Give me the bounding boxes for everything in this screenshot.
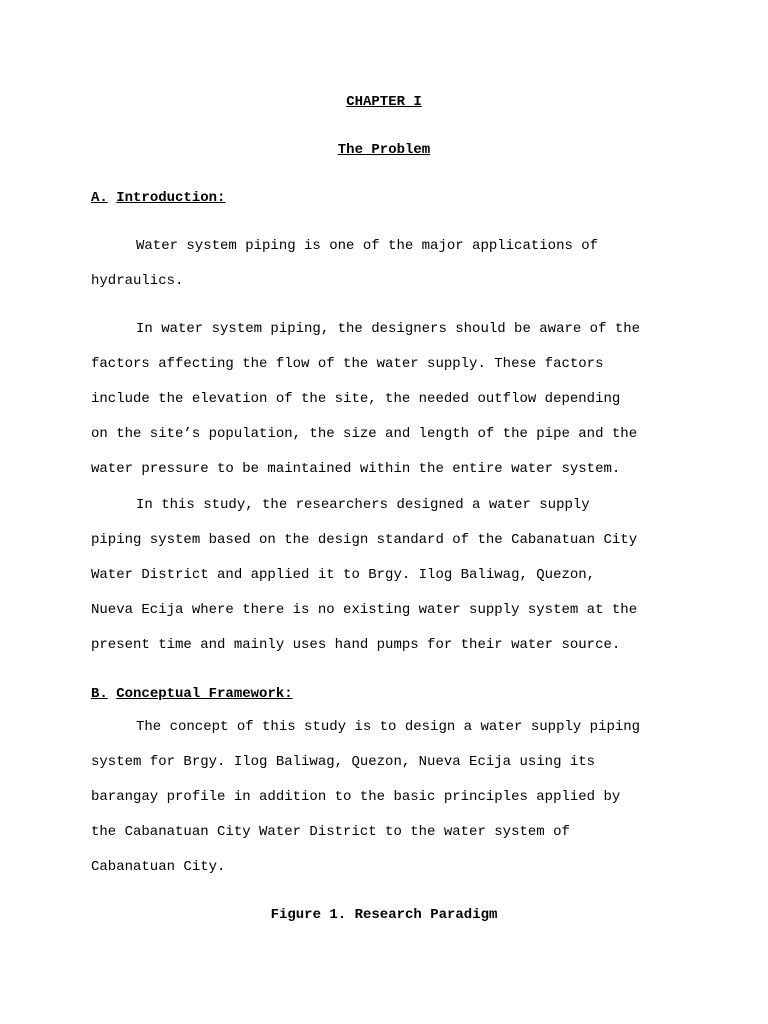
- paragraph-line: Water system piping is one of the major applications of: [136, 238, 599, 254]
- paragraph-line: hydraulics.: [91, 273, 184, 289]
- section-a-letter: A.: [91, 190, 108, 206]
- section-b-letter: B.: [91, 686, 108, 702]
- paragraph-line: on the site’s population, the size and length of the pipe and the: [91, 426, 638, 442]
- paragraph-line: Cabanatuan City.: [91, 859, 226, 875]
- paragraph-line: piping system based on the design standard of the Cabanatuan City: [91, 532, 638, 548]
- paragraph-line: include the elevation of the site, the needed outflow depending: [91, 391, 621, 407]
- section-b-heading: [91, 686, 293, 702]
- paragraph-line: present time and mainly uses hand pumps for their water source.: [91, 637, 621, 653]
- section-a-heading: [91, 190, 225, 206]
- paragraph-line: Nueva Ecija where there is no existing water supply system at the: [91, 602, 638, 618]
- paragraph-line: In this study, the researchers designed a water supply: [136, 497, 590, 513]
- paragraph-line: In water system piping, the designers should be aware of the: [136, 321, 641, 337]
- chapter-heading: CHAPTER I: [346, 94, 422, 110]
- paragraph-line: barangay profile in addition to the basic principles applied by: [91, 789, 621, 805]
- paragraph-line: factors affecting the flow of the water supply. These factors: [91, 356, 604, 372]
- paragraph-line: system for Brgy. Ilog Baliwag, Quezon, Nueva Ecija using its: [91, 754, 596, 770]
- chapter-title: The Problem: [337, 142, 431, 158]
- section-b-title: Conceptual Framework:: [116, 686, 293, 702]
- paragraph-line: The concept of this study is to design a water supply piping: [136, 719, 641, 735]
- paragraph-line: the Cabanatuan City Water District to the water system of: [91, 824, 570, 840]
- section-a-title: Introduction:: [116, 190, 226, 206]
- paragraph-line: Water District and applied it to Brgy. Ilog Baliwag, Quezon,: [91, 567, 596, 583]
- figure-caption: Figure 1. Research Paradigm: [270, 907, 498, 923]
- paragraph-line: water pressure to be maintained within the entire water system.: [91, 461, 621, 477]
